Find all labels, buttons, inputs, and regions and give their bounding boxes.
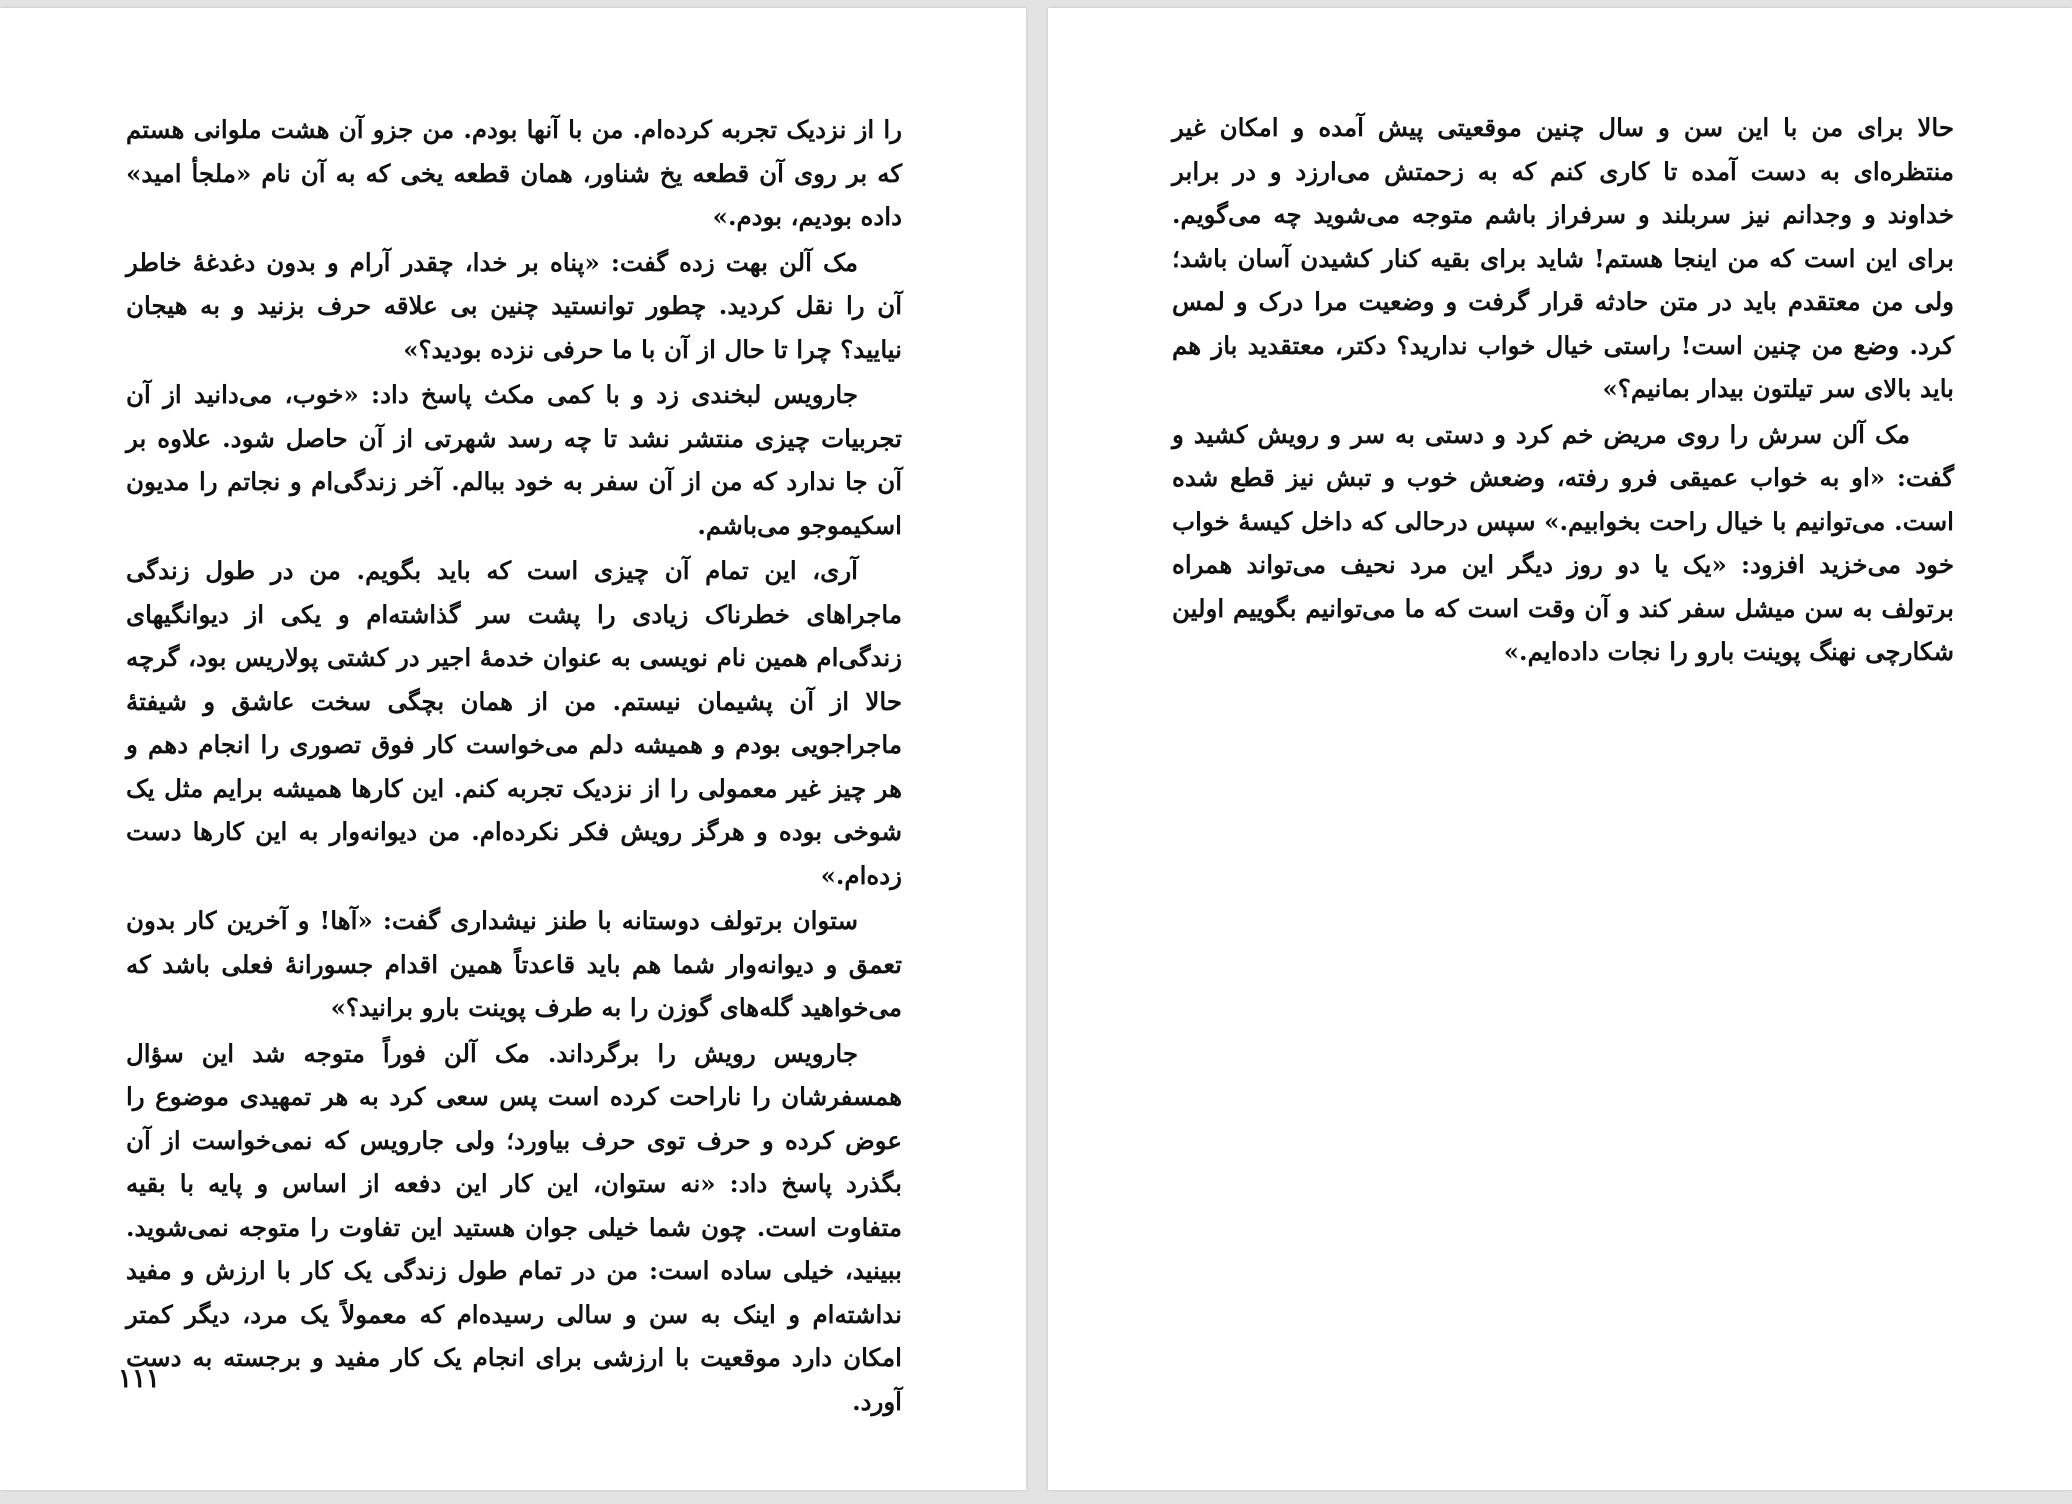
left-page [0,8,1026,1490]
paragraph: مک آلن بهت زده گفت: «پناه بر خدا، چقدر آرام و بدون دغدغهٔ خاطر آن را نقل کردید. چطور توانستید چنین بی علاقه حرف بزنید و به هیجان نیایید؟ چرا تا حال از آن با ما حرفی نزده بودید؟» [126,247,902,364]
left-page-text [126,108,902,1425]
paragraph: جارویس لبخندی زد و با کمی مکث پاسخ داد: «خوب، می‌دانید از آن تجربیات چیزی منتشر نشد تا چه رسد شهرتی از آن حاصل شود. علاوه بر آن جا ندارد که من از آن سفر به خود ببالم. آخر زندگی‌ام و نجاتم را مدیون اسکیموجو می‌باشم. [126,380,902,540]
paragraph: را از نزدیک تجربه کرده‌ام. من با آنها بودم. من جزو آن هشت ملوانی هستم که بر روی آن قطعه یخ شناور، همان قطعه یخی که به آن نام «ملجأ امید» داده بودیم، بودم.» [126,115,902,231]
page-number: ۱۱۱ [118,1364,160,1394]
right-page [1048,8,2072,1490]
paragraph: ستوان برتولف دوستانه با طنز نیشداری گفت: «آها! و آخرین کار بدون تعمق و دیوانه‌وار شما هم باید قاعدتاً همین اقدام جسورانهٔ فعلی باشد که می‌خواهید گله‌های گوزن را به طرف پوینت بارو برانید؟» [126,906,902,1022]
paragraph: حالا برای من با این سن و سال چنین موقعیتی پیش آمده و امکان غیر منتظره‌ای به دست آمده تا کاری کنم که به زحمتش می‌ارزد و در برابر خداوند و وجدانم نیز سربلند و سرفراز باشم متوجه می‌شوید چه می‌گویم. برای این است که من اینجا هستم! شاید برای بقیه کنار کشیدن آسان باشد؛ ولی من معتقدم باید در متن حادثه قرار گرفت و وضعیت مرا درک و لمس کرد. وضع من چنین است! راستی خیال خواب ندارید؟ دکتر، معتقدید باز هم باید بالای سر تیلتون بیدار بمانیم؟» [1172,113,1954,403]
paragraph: جارویس رویش را برگرداند. مک آلن فوراً متوجه شد این سؤال همسفرشان را ناراحت کرده است پس سعی کرد به هر تمهیدی موضوع را عوض کرده و حرف توی حرف بیاورد؛ ولی جارویس که نمی‌خواست از آن بگذرد پاسخ داد: «نه ستوان، این کار این دفعه از اساس و پایه با بقیه متفاوت است. چون شما خیلی جوان هستید این تفاوت را متوجه نمی‌شوید. ببینید، خیلی ساده است: من در تمام طول زندگی یک کار با ارزش و مفید نداشته‌ام و اینک به سن و سالی رسیده‌ام که معمولاً یک مرد، دیگر کمتر امکان دارد موقعیت با ارزشی برای انجام یک کار مفید و برجسته به دست آورد. [126,1038,902,1416]
right-page-text [1172,106,1954,676]
paragraph: مک آلن سرش را روی مریض خم کرد و دستی به سر و رویش کشید و گفت: «او به خواب عمیقی فرو رفته، وضعش خوب و تبش نیز قطع شده است. می‌توانیم با خیال راحت بخوابیم.» سپس درحالی که داخل کیسهٔ خواب خود می‌خزید افزود: «یک یا دو روز دیگر این مرد نحیف می‌تواند همراه برتولف به سن میشل سفر کند و آن وقت است که ما می‌توانیم بگوییم اولین شکارچی نهنگ پوینت بارو را نجات داده‌ایم.» [1172,419,1954,666]
paragraph: آری، این تمام آن چیزی است که باید بگویم. من در طول زندگی ماجراهای خطرناک زیادی را پشت سر گذاشته‌ام و یکی از دیوانگیهای زندگی‌ام همین نام نویسی به عنوان خدمهٔ اجیر در کشتی پولاریس بود، گرچه حالا از آن پشیمان نیستم. من از همان بچگی سخت عاشق و شیفتهٔ ماجراجویی بودم و همیشه دلم می‌خواست کار فوق تصوری را انجام دهم و هر چیز غیر معمولی را از نزدیک تجربه کنم. این کارها همیشه برایم مثل یک شوخی بوده و هرگز رویش فکر نکرده‌ام. من دیوانه‌وار به این کارها دست زده‌ام.» [126,556,902,890]
